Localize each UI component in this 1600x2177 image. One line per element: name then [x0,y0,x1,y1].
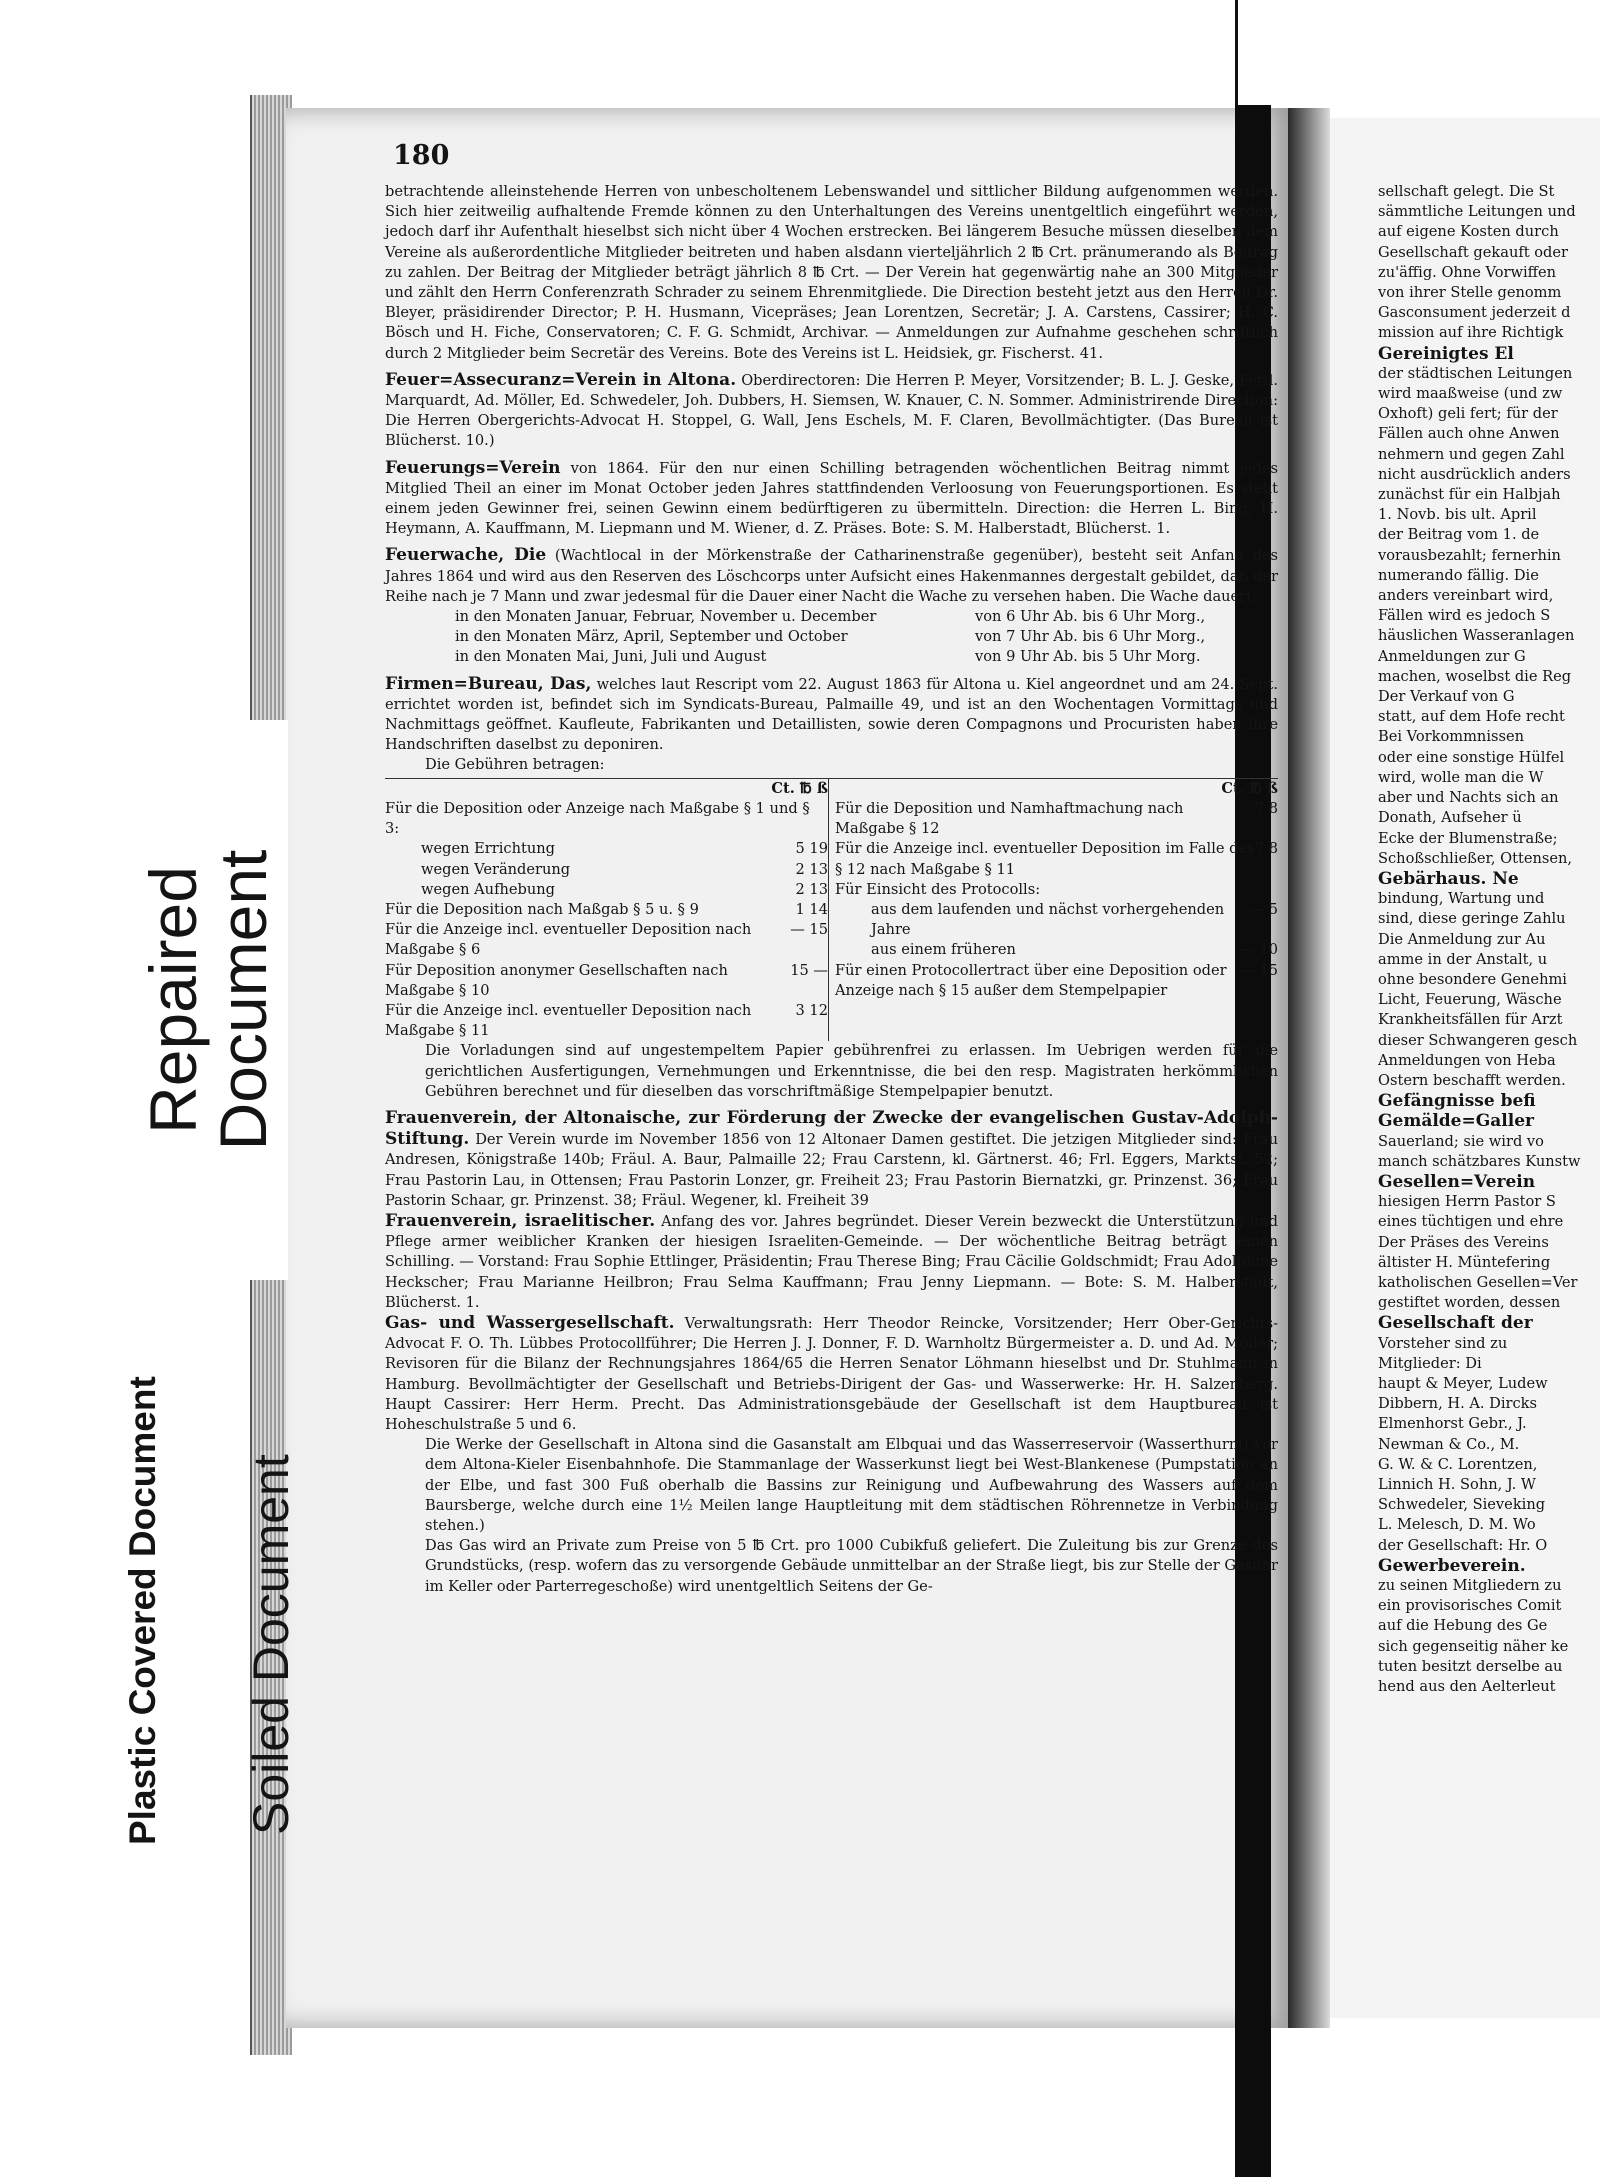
fee-amount: 5 19 [795,840,828,858]
feuerungs-heading: Feuerungs=Verein [385,457,561,478]
repaired-label-line1: Repaired [136,866,210,1134]
fee-row [385,799,828,839]
right-line: tuten besitzt derselbe au [1378,1657,1563,1675]
right-line: hend aus den Aelterleut [1378,1678,1556,1696]
fee-item: Für die Deposition und Namhaftmachung nach Maßgabe § 12 [835,799,1184,838]
right-heading: Gewerbeverein. [1378,1555,1526,1576]
right-line: Bei Vorkommnissen [1378,728,1525,746]
right-line: wird maaßweise (und zw [1378,385,1563,403]
fee-row [835,839,1278,879]
schedule-time: von 6 Uhr Ab. bis 6 Uhr Morg., [975,608,1206,626]
fee-row [385,961,828,1001]
wache-heading: Feuerwache, Die [385,545,547,566]
right-line: Krankheitsfällen für Arzt [1378,1011,1563,1029]
intro-paragraph: betrachtende alleinstehende Herren von unbescholtenem Lebenswandel und sittlicher Bildung aufgenommen werden. Sich hier zeitweilig aufhaltende Fremde können zu den Unterhaltungen des Vereins unentgeltlich eingeführt werden, jedoch darf ihr Aufenthalt hieselbst sich nicht über 4 Wochen erstrecken. Bei längerem Besuche müssen dieselben dem Vereine als außerordentliche Mitglieder beitreten und haben alsdann vierteljährlich 2 ℔ Crt. pränumerando als Beitrag zu zahlen. Der Beitrag der Mitglieder beträgt jährlich 8 ℔ Crt. — Der Verein hat gegenwärtig nahe an 300 Mitglieder und zählt den Herrn Conferenzrath Schrader zu seinem Ehrenmitgliede. Die Direction besteht jetzt aus den Herren Dr. Bleyer, präsidirender Director; P. H. Husmann, Vicepräses; Jean Lorentzen, Secretär; J. A. Carstens, Cassirer; H. C. Bösch und H. Fiche, Conservatoren; C. F. G. Schmidt, Archivar. — Anmeldungen zur Aufnahme geschehen schriftlich durch 2 Mitglieder beim Secretär des Vereins. Bote des Vereins ist L. Heidsiek, gr. Fischerst. 41. [385,183,1278,362]
fees-table [385,778,1278,1042]
frauen-heading: Frauenverein, der Altonaische, zur Förderung der Zwecke der evangelischen Gustav-Adolph-Stiftung. [385,1107,1278,1150]
right-line: statt, auf dem Hofe recht [1378,708,1565,726]
fee-amount: — 15 [790,921,828,939]
fee-item: Für Deposition anonymer Gesellschaften nach Maßgabe § 10 [385,961,728,999]
frauen-entry [385,1108,1278,1211]
right-line: sind, diese geringe Zahlu [1378,910,1566,928]
right-line: katholischen Gesellen=Ver [1378,1273,1578,1291]
right-line: der Beitrag vom 1. de [1378,526,1540,544]
gebuehren-intro: Die Gebühren betragen: [425,756,605,774]
firmen-body: welches laut Rescript vom 22. August 1863 für Altona u. Kiel angeordnet und am 24. Sept. errichtet worden ist, befindet sich im Syndicats-Bureau, Palmaille 49, und ist an den Wochentagen Vormittags und Nachmittags geöffnet. Kaufleute, Fabrikanten und Detaillisten, sowie deren Compagnons und Procuristen haben ihre Handschriften daselbst zu deponiren. [385,675,1278,754]
fee-row [385,920,828,960]
fee-row [385,839,828,859]
fee-item: wegen Veränderung [421,860,571,878]
right-column-text [1378,182,1600,1697]
fee-row [835,940,1278,960]
right-heading: Gefängnisse befi [1378,1091,1536,1112]
right-heading: Gesellen=Verein [1378,1171,1536,1192]
repaired-label-line2: Document [206,849,280,1151]
right-line: Donath, Aufseher ü [1378,809,1522,827]
fees-column-right [828,779,1278,1042]
fee-row [385,900,828,920]
right-line: der städtischen Leitungen [1378,364,1573,382]
schedule-months: in den Monaten Januar, Februar, November u. December [455,608,877,626]
right-line: Anmeldungen zur G [1378,647,1526,665]
right-line: Sauerland; sie wird vo [1378,1132,1544,1150]
schedule-months: in den Monaten März, April, September und October [455,628,848,646]
currency-header: Ct. ℔ ß [771,779,828,797]
right-line: Newman & Co., M. [1378,1435,1520,1453]
schedule-time: von 7 Uhr Ab. bis 6 Uhr Morg., [975,628,1206,646]
right-line: dieser Schwangeren gesch [1378,1031,1578,1049]
wache-body: (Wachtlocal in der Mörkenstraße der Catharinenstraße gegenüber), besteht seit Anfang des Jahres 1864 und wird aus den Reserven des Löschcorps unter Aufsicht eines Hakenmannes dergestalt gebildet, daß der Reihe nach je 7 Mann und zwar jedesmal für die Dauer einer Nacht die Wache zu versehen haben. Die Wache dauert: [385,547,1278,605]
fees-column-left [385,779,828,1042]
right-heading: Gebärhaus. Ne [1378,868,1519,889]
right-line: auf eigene Kosten durch [1378,223,1559,241]
fee-amount: 2 13 [795,880,828,898]
right-heading: Gereinigtes El [1378,343,1514,364]
right-line: Linnich H. Sohn, J. W [1378,1476,1536,1493]
right-line: Schoßschließer, Ottensen, [1378,849,1573,867]
fee-item: wegen Aufhebung [421,880,556,898]
right-heading: Gesellschaft der [1378,1313,1533,1334]
right-line: Ostern beschafft werden. [1378,1071,1566,1089]
left-column-text [385,182,1278,1597]
right-line: 1. Novb. bis ult. April [1378,506,1537,524]
fee-item: Für Einsicht des Protocolls: [835,880,1041,898]
right-line: sich gegenseitig näher ke [1378,1637,1569,1655]
right-line: Fällen auch ohne Anwen [1378,425,1560,443]
schedule-row [385,607,1278,627]
right-line: Ecke der Blumenstraße; [1378,829,1558,847]
right-line: ein provisorisches Comit [1378,1597,1562,1615]
fee-item: wegen Errichtung [421,840,555,858]
fee-amount: 7 8 [1254,840,1278,858]
wache-schedule [385,607,1278,668]
vorladungen-paragraph: Die Vorladungen sind auf ungestempeltem Papier gebührenfrei zu erlassen. Im Uebrigen werden für die gerichtlichen Ausfertigungen, Vernehmungen und Erkenntnisse, die bei den resp. Magistraten herkömmlichen Gebühren berechnet und für dieselben das vorschriftmäßige Stempelpapier benutzt. [425,1042,1278,1100]
gas-heading: Gas- und Wassergesellschaft. [385,1312,675,1333]
fee-row [835,961,1278,1001]
right-line: nicht ausdrücklich anders [1378,465,1571,483]
right-line: auf die Hebung des Ge [1378,1617,1548,1635]
page-gutter [1288,108,1330,2028]
right-line: Die Anmeldung zur Au [1378,930,1546,948]
fee-amount: — 15 [1240,961,1278,979]
fee-row [835,799,1278,839]
right-line: L. Melesch, D. M. Wo [1378,1516,1536,1534]
schedule-row [385,627,1278,647]
fee-item: aus dem laufenden und nächst vorhergehenden Jahre [871,900,1225,939]
soiled-document-label: Soiled Document [243,1454,299,1835]
fee-item: Für die Anzeige incl. eventueller Deposition im Falle des § 12 nach Maßgabe § 11 [835,840,1255,878]
right-line: Elmenhorst Gebr., J. [1378,1415,1527,1433]
right-line: Der Präses des Vereins [1378,1233,1549,1251]
right-line: wird, wolle man die W [1378,768,1544,786]
isr-heading: Frauenverein, israelitischer. [385,1210,656,1231]
right-line: ohne besondere Genehmi [1378,970,1567,988]
right-line: bindung, Wartung und [1378,890,1545,908]
fee-amount: 7 8 [1254,799,1278,817]
right-line: hiesigen Herrn Pastor S [1378,1193,1556,1211]
fee-row [385,1001,828,1041]
fee-amount: 1 14 [795,900,828,918]
fee-amount: 3 12 [795,1001,828,1019]
fee-row [385,880,828,900]
schedule-months: in den Monaten Mai, Juni, Juli und August [455,648,767,666]
feuer-body: Oberdirectoren: Die Herren P. Meyer, Vorsitzender; B. L. J. Geske, Ferd. Marquardt, Ad. Möller, Ed. Schwedeler, Joh. Dubbers, H. Siemsen, W. Knauer, C. N. Sommer. Administrirende Direction: Die Herren Obergerichts-Advocat H. Stoppel, G. Wall, Jens Eschels, M. F. Claren, Bevollmächtigter. (Das Bureau ist Blücherst. 10.) [385,371,1279,450]
fee-item: aus einem früheren [871,941,1016,959]
fee-row [835,880,1278,900]
currency-header: Ct. ℔ ß [1221,779,1278,797]
fee-item: Für einen Protocollertract über eine Deposition oder Anzeige nach § 15 außer dem Stempelpapier [835,961,1227,999]
wache-entry [385,545,1278,607]
fee-item: Für die Deposition nach Maßgab § 5 u. § 9 [385,900,699,918]
right-line: mission auf ihre Richtigk [1378,324,1564,342]
isr-entry [385,1211,1278,1313]
right-line: Gasconsument jederzeit d [1378,304,1571,322]
right-line: Oxhoft) geli fert; für der [1378,405,1558,423]
right-line: Schwedeler, Sieveking [1378,1496,1546,1514]
right-line: von ihrer Stelle genomm [1378,284,1562,302]
feuerungs-entry [385,458,1278,540]
frauen-body: Der Verein wurde im November 1856 von 12 Altonaer Damen gestiftet. Die jetzigen Mitglieder sind: Frau Andresen, Königstraße 140b; Fräul. A. Baur, Palmaille 22; Frau Carstenn, kl. Gärtnerst. 46; Frl. Eggers, Marktst. 52; Frau Pastorin Lau, in Ottensen; Frau Pastorin Lonzer, gr. Freiheit 23; Frau Pastorin Biernatzki, gr. Prinzenst. 36; Frau Pastorin Schaar, gr. Prinzenst. 38; Fräul. Wegener, kl. Freiheit 39 [385,1131,1278,1209]
right-line: Vorsteher sind zu [1378,1334,1508,1352]
right-line: zunächst für ein Halbjah [1378,486,1561,504]
fee-row [835,900,1278,940]
right-line: Gesellschaft gekauft oder [1378,243,1568,261]
schedule-time: von 9 Uhr Ab. bis 5 Uhr Morg. [975,648,1201,666]
right-line: machen, woselbst die Reg [1378,667,1572,685]
fee-amount: 15 — [790,961,828,979]
fee-row [385,860,828,880]
right-line: haupt & Meyer, Ludew [1378,1374,1548,1392]
feuerungs-body: von 1864. Für den nur einen Schilling betragenden wöchentlichen Beitrag nimmt jedes Mitglied Theil an einer im Monat October jeden Jahres stattfindenden Verloosung von Feuerungsportionen. Es steht einem jeden Gewinner frei, seinen Gewinn einem bedürftigeren zu übermitteln. Direction: die Herren L. Bing, H. Heymann, A. Kauffmann, M. Liepmann und M. Wiener, d. Z. Präses. Bote: S. M. Halberstadt, Blücherst. 1. [385,459,1278,538]
fee-item: Für die Anzeige incl. eventueller Deposition nach Maßgabe § 11 [385,1001,752,1040]
right-line: amme in der Anstalt, u [1378,950,1548,968]
gas-werke-paragraph: Die Werke der Gesellschaft in Altona sind die Gasanstalt am Elbquai und das Wasserreservoir (Wasserthurm) vor dem Altona-Kieler Eisenbahnhofe. Die Stammanlage der Wasserkunst liegt bei West-Blankenese (Pumpstation an der Elbe, und fast 300 Fuß oberhalb die Bassins zur Reinigung und Aufbewahrung des Wassers auf dem Baursberge, welche durch eine 1½ Meilen lange Hauptleitung mit dem städtischen Röhrennetze in Verbindung stehen.) [425,1436,1278,1534]
isr-body: Anfang des vor. Jahres begründet. Dieser Verein bezweckt die Unterstützung und Pflege armer weiblicher Kranken der hiesigen Israeliten-Gemeinde. — Der wöchentliche Beitrag beträgt einen Schilling. — Vorstand: Frau Sophie Ettlinger, Präsidentin; Frau Therese Bing; Frau Cäcilie Goldschmidt; Frau Adolphine Heckscher; Frau Marianne Heilbron; Frau Selma Kauffmann; Frau Jenny Liepmann. — Bote: S. M. Halberstadt, Blücherst. 1. [385,1212,1279,1311]
fee-item: Für die Anzeige incl. eventueller Deposition nach Maßgabe § 6 [385,921,752,959]
right-line: sellschaft gelegt. Die St [1378,183,1555,200]
right-line: der Gesellschaft: Hr. O [1378,1536,1548,1554]
page-number: 180 [393,140,450,171]
fee-amount: — 5 [1249,900,1278,918]
gas-preis-paragraph: Das Gas wird an Private zum Preise von 5 ℔ Crt. pro 1000 Cubikfuß geliefert. Die Zuleitung bis zur Grenze des Grundstücks, (resp. wofern das zu versorgende Gebäude unmittelbar an der Straße liegt, bis zur Stelle der Gasuhr im Keller oder Parterregeschoße) wird unentgeltlich Seitens der Ge- [425,1537,1278,1595]
right-line: häuslichen Wasseranlagen [1378,627,1575,645]
right-line: Mitglieder: Di [1378,1354,1482,1372]
repaired-document-label [138,720,288,1280]
firmen-entry [385,674,1278,756]
fee-amount: — 10 [1240,941,1278,959]
right-line: numerando fällig. Die [1378,566,1539,584]
firmen-heading: Firmen=Bureau, Das, [385,673,592,694]
right-line: ältister H. Müntefering [1378,1253,1551,1271]
right-line: gestiftet worden, dessen [1378,1294,1561,1312]
right-line: Anmeldungen von Heba [1378,1051,1556,1069]
right-line: G. W. & C. Lorentzen, [1378,1455,1538,1473]
right-line: aber und Nachts sich an [1378,789,1559,807]
right-line: sämmtliche Leitungen und [1378,203,1576,221]
plastic-covered-label: Plastic Covered Document [122,1376,163,1845]
feuer-entry [385,370,1278,452]
right-line: zu'äffig. Ohne Vorwiffen [1378,263,1557,281]
right-line: nehmern und gegen Zahl [1378,445,1565,463]
feuer-heading: Feuer=Assecuranz=Verein in Altona. [385,369,737,390]
right-line: vorausbezahlt; fernerhin [1378,546,1561,564]
right-line: oder eine sonstige Hülfel [1378,748,1565,766]
right-line: eines tüchtigen und ehre [1378,1213,1564,1231]
schedule-row [385,647,1278,667]
right-line: Dibbern, H. A. Dircks [1378,1395,1538,1413]
scanner-border-top [1235,0,1274,105]
right-heading: Gemälde=Galler [1378,1111,1534,1132]
gas-entry [385,1313,1278,1435]
right-line: anders vereinbart wird, [1378,587,1554,605]
fee-amount: 2 13 [795,860,828,878]
gas-body: Verwaltungsrath: Herr Theodor Reincke, Vorsitzender; Herr Ober-Gerichts-Advocat F. O. Th. Lübbes Protocollführer; Die Herren J. J. Donner, F. D. Warnholtz Bürgermeister a. D. und Ad. Möller; Revisoren für die Bilanz der Rechnungsjahres 1864/65 die Herren Senator Löhmann hieselbst und Dr. Stuhlmann in Hamburg. Bevollmächtigter der Gesellschaft und Betriebs-Dirigent der Gas- und Wasserwerke: Hr. H. Salzenberg. Haupt Cassirer: Herr Herm. Precht. Das Administrationsgebäude der Gesellschaft ist dem Hauptbureau ist Hoheschulstraße 5 und 6. [385,1314,1278,1433]
right-line: Fällen wird es jedoch S [1378,607,1551,625]
right-line: Der Verkauf von G [1378,688,1515,706]
right-line: zu seinen Mitgliedern zu [1378,1577,1562,1595]
right-line: Licht, Feuerung, Wäsche [1378,991,1562,1009]
fee-item: Für die Deposition oder Anzeige nach Maßgabe § 1 und § 3: [385,799,810,838]
right-line: manch schätzbares Kunstw [1378,1152,1581,1170]
